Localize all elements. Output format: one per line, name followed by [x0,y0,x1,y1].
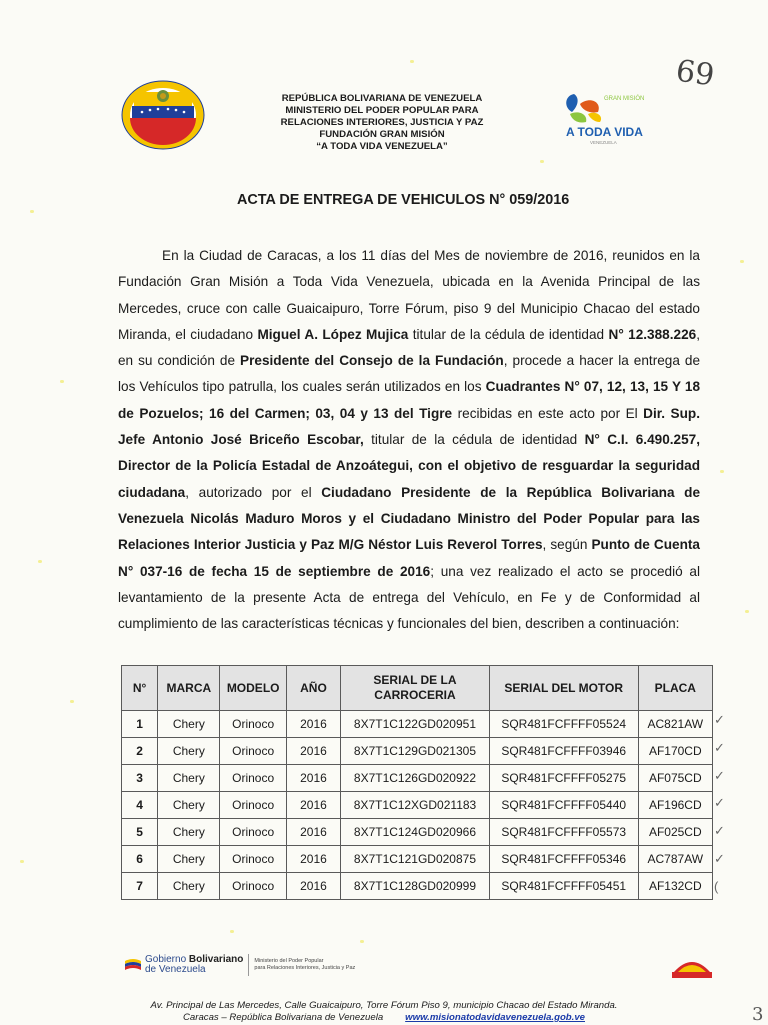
document-body [118,243,700,637]
cell-plate: AF170CD [638,738,712,765]
cell-engine-serial: SQR481FCFFFF05275 [489,765,638,792]
gob-text-bold: Bolivariano [188,954,244,965]
cell-model: Orinoco [220,792,286,819]
check-mark-icon: ✓ [714,795,725,811]
cell-body-serial: 8X7T1C121GD020875 [341,846,490,873]
check-mark-icon: ( [714,878,719,894]
cell-brand: Chery [158,711,220,738]
footer-address [0,1000,768,1024]
cell-body-serial: 8X7T1C128GD020999 [341,873,490,900]
website-link[interactable]: www.misionatodavidavenezuela.gob.ve [405,1012,585,1023]
cell-number: 5 [122,819,158,846]
logo-text-a-toda-vida: A TODA VIDA [566,125,643,139]
ministry-text: para Relaciones Interiores, Justicia y Paz [254,965,356,971]
check-mark-icon: ✓ [714,850,725,866]
ministry-text: Ministerio del Poder Popular [254,958,324,964]
cell-model: Orinoco [220,819,286,846]
gob-text: Gobierno [145,954,189,965]
cell-brand: Chery [158,738,220,765]
cell-plate: AC821AW [638,711,712,738]
handwritten-check-marks [714,712,734,907]
cell-year: 2016 [286,792,340,819]
cell-engine-serial: SQR481FCFFFF05440 [489,792,638,819]
column-header-body-serial: SERIAL DE LA CARROCERIA [341,666,490,711]
cell-plate: AF075CD [638,765,712,792]
cell-number: 2 [122,738,158,765]
footer-emblem [668,950,716,984]
letterhead-line: RELACIONES INTERIORES, JUSTICIA Y PAZ [280,117,484,128]
letterhead-line: REPÚBLICA BOLIVARIANA DE VENEZUELA [281,93,483,104]
table-header-row [122,666,713,711]
vehicle-table [121,665,713,900]
cell-brand: Chery [158,765,220,792]
cell-body-serial: 8X7T1C129GD021305 [341,738,490,765]
cell-brand: Chery [158,873,220,900]
column-header-plate: PLACA [638,666,712,711]
cell-number: 3 [122,765,158,792]
letterhead-line: FUNDACIÓN GRAN MISIÓN [319,129,445,140]
cell-plate: AF132CD [638,873,712,900]
cell-brand: Chery [158,792,220,819]
column-header-model: MODELO [220,666,286,711]
cell-year: 2016 [286,873,340,900]
table-row [122,738,713,765]
ministry-seal [120,80,206,150]
cell-plate: AC787AW [638,846,712,873]
letterhead-line: MINISTERIO DEL PODER POPULAR PARA [285,105,479,116]
footer-divider [248,954,249,976]
cell-model: Orinoco [220,765,286,792]
address-line: Av. Principal de Las Mercedes, Calle Guaicaipuro, Torre Fórum Piso 9, municipio Chacao del Estado Miranda. [150,1000,618,1011]
logo-text-gran-mision: GRAN MISIÓN [604,96,645,102]
venezuela-flag-icon [124,957,142,973]
cell-year: 2016 [286,765,340,792]
document-title: ACTA DE ENTREGA DE VEHICULOS N° 059/2016 [237,192,570,208]
column-header-engine-serial: SERIAL DEL MOTOR [489,666,638,711]
cell-body-serial: 8X7T1C126GD020922 [341,765,490,792]
table-row [122,711,713,738]
cell-engine-serial: SQR481FCFFFF05573 [489,819,638,846]
cell-engine-serial: SQR481FCFFFF03946 [489,738,638,765]
address-line: Caracas – República Bolivariana de Venezuela [182,1012,384,1023]
table-row [122,819,713,846]
cell-brand: Chery [158,819,220,846]
table-row [122,846,713,873]
letterhead [262,93,502,153]
cell-year: 2016 [286,738,340,765]
cell-plate: AF196CD [638,792,712,819]
cell-body-serial: 8X7T1C12XGD021183 [341,792,490,819]
cell-model: Orinoco [220,711,286,738]
gob-text: de Venezuela [145,964,206,975]
table-row [122,765,713,792]
logo-text-venezuela: VENEZUELA [590,140,617,145]
gran-mision-logo [560,88,660,150]
column-header-year: AÑO [286,666,340,711]
cell-year: 2016 [286,711,340,738]
cell-model: Orinoco [220,738,286,765]
cell-brand: Chery [158,846,220,873]
cell-number: 6 [122,846,158,873]
handwritten-corner-mark: 3 [752,1004,764,1025]
cell-engine-serial: SQR481FCFFFF05346 [489,846,638,873]
cell-model: Orinoco [220,873,286,900]
body-paragraph: En la Ciudad de Caracas, a los 11 días del Mes de noviembre de 2016, reunidos en la Fundación Gran Misión a Toda Vida Venezuela, ubicada en la Avenida Principal de las Mercedes, cruce con calle Guaicaipuro, Torre Fórum, piso 9 del Municipio Chacao del estado Miranda, el ciudadano Miguel A. López Mujica titular de la cédula de identidad N° 12.388.226, en su condición de Presidente del Consejo de la Fundación, procede a hacer la entrega de los Vehículos tipo patrulla, los cuales serán utilizados en los Cuadrantes N° 07, 12, 13, 15 Y 18 de Pozuelos; 16 del Carmen; 03, 04 y 13 del Tigre recibidas en este acto por El Dir. Sup. Jefe Antonio José Briceño Escobar, titular de la cédula de identidad N° C.I. 6.490.257, Director de la Policía Estadal de Anzoátegui, con el objetivo de resguardar la seguridad ciudadana, autorizado por el Ciudadano Presidente de la República Bolivariana de Venezuela Nicolás Maduro Moros y el Ciudadano Ministro del Poder Popular para las Relaciones Interior Justicia y Paz M/G Néstor Luis Reverol Torres, según Punto de Cuenta N° 037-16 de fecha 15 de septiembre de 2016; una vez realizado el acto se procedió al levantamiento de la presente Acta de entrega del Vehículo, en Fe y de Conformidad al cumplimiento de las características técnicas y funcionales del bien, describen a continuación: [118,248,701,632]
cell-number: 7 [122,873,158,900]
check-mark-icon: ✓ [714,712,725,727]
handwritten-folio-number: 69 [673,53,717,94]
check-mark-icon: ✓ [714,739,725,755]
cell-year: 2016 [286,819,340,846]
column-header-number: N° [122,666,158,711]
cell-number: 1 [122,711,158,738]
cell-plate: AF025CD [638,819,712,846]
cell-engine-serial: SQR481FCFFFF05451 [489,873,638,900]
cell-model: Orinoco [220,846,286,873]
cell-body-serial: 8X7T1C122GD020951 [341,711,490,738]
cell-year: 2016 [286,846,340,873]
footer-government-logo [124,954,355,976]
cell-number: 4 [122,792,158,819]
table-row [122,873,713,900]
cell-engine-serial: SQR481FCFFFF05524 [489,711,638,738]
letterhead-line: “A TODA VIDA VENEZUELA” [316,141,448,152]
check-mark-icon: ✓ [714,823,725,839]
table-row [122,792,713,819]
cell-body-serial: 8X7T1C124GD020966 [341,819,490,846]
check-mark-icon: ✓ [714,767,725,783]
column-header-brand: MARCA [158,666,220,711]
